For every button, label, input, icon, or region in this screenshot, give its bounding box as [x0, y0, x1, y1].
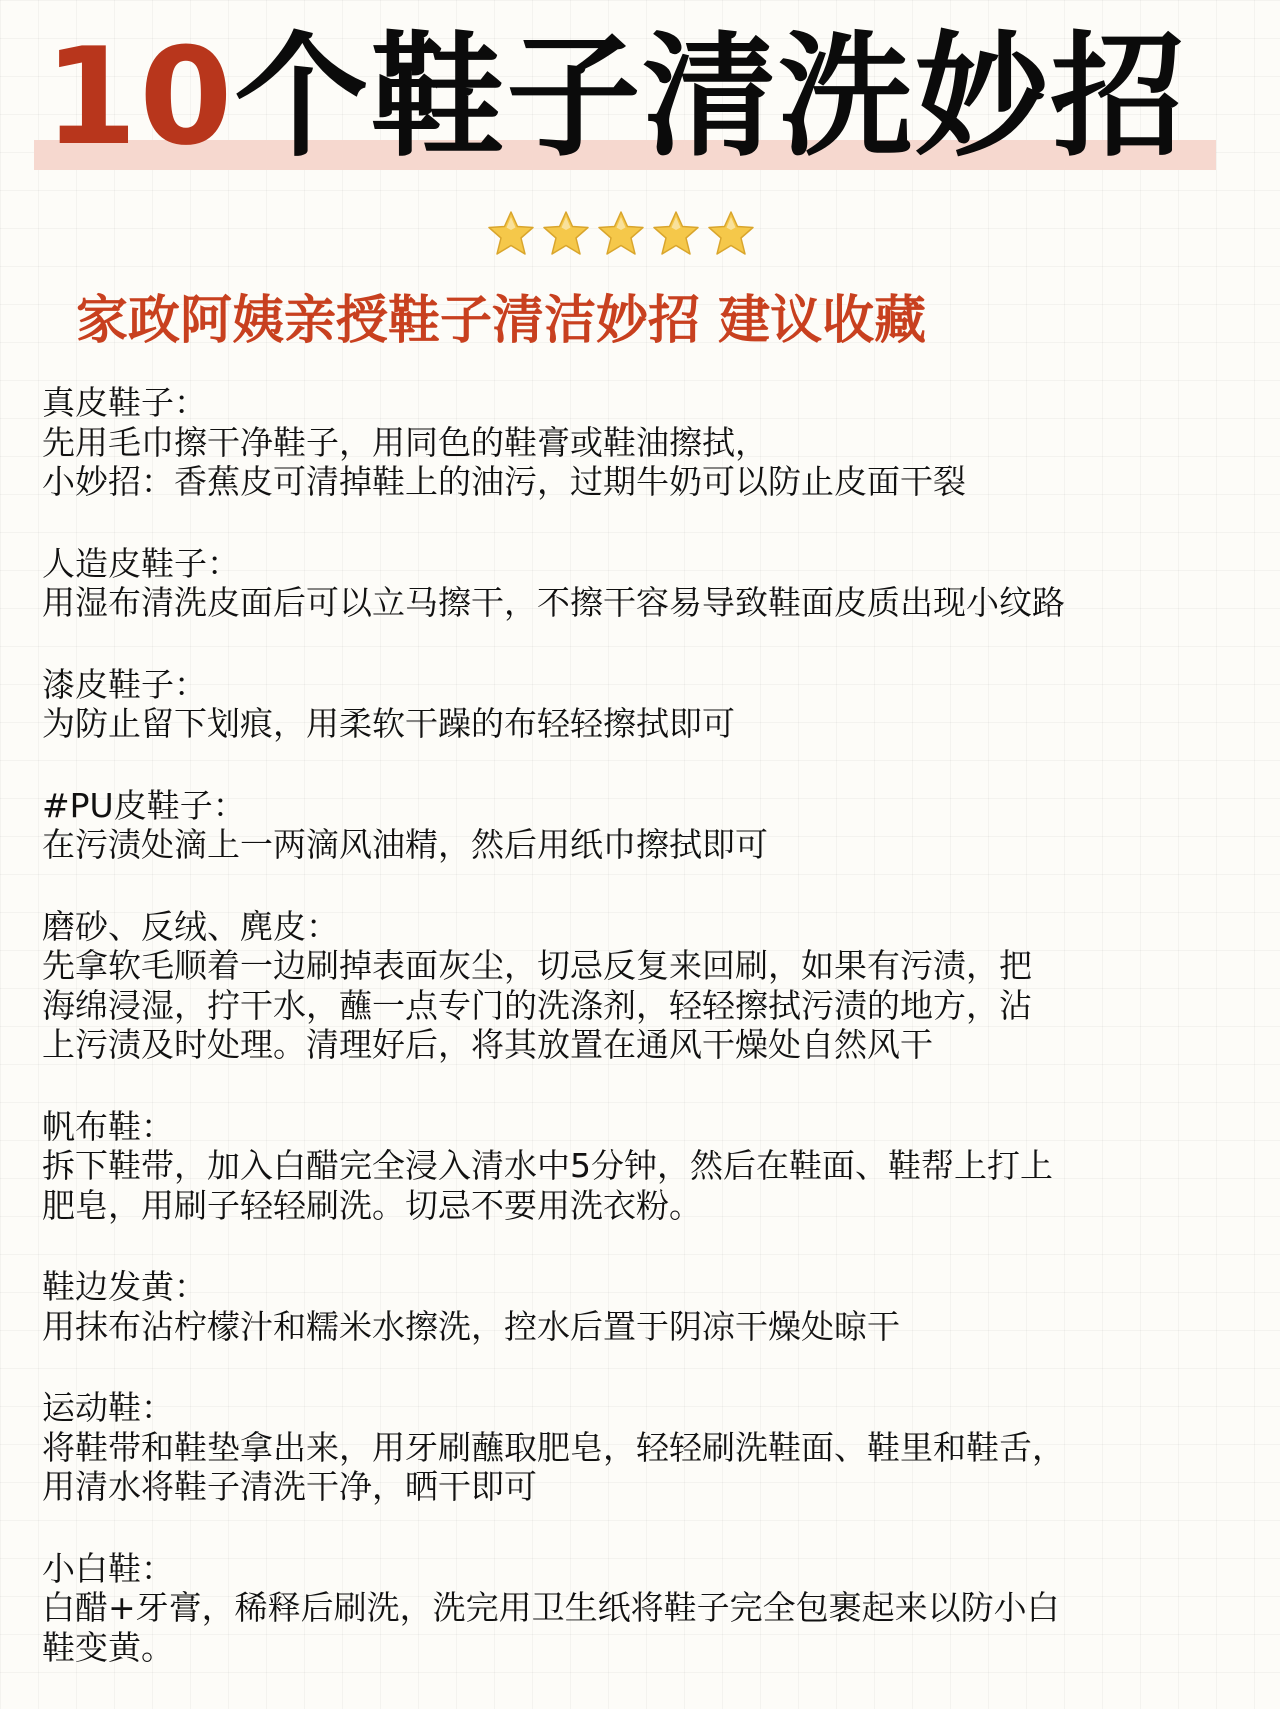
- section-text-line: 海绵浸湿，拧干水，蘸一点专门的洗涤剂，轻轻擦拭污渍的地方，沾: [42, 985, 1032, 1025]
- section-text-line: 白醋+牙膏，稀释后刷洗，洗完用卫生纸将鞋子完全包裹起来以防小白: [42, 1588, 1060, 1627]
- section-text-line: 上污渍及时处理。清理好后，将其放置在通风干燥处自然风干: [42, 1025, 933, 1064]
- star-icon: [596, 209, 646, 259]
- section-text-line: 拆下鞋带，加入白醋完全浸入清水中5分钟，然后在鞋面、鞋帮上打上: [42, 1146, 1053, 1185]
- section-text-line: 先拿软毛顺着一边刷掉表面灰尘，切忌反复来回刷，如果有污渍，把: [42, 946, 1032, 985]
- star-icon: [541, 209, 591, 259]
- section-title: 鞋边发黄：: [42, 1267, 207, 1306]
- tip-section: [42, 665, 1252, 744]
- section-title: 漆皮鞋子：: [42, 664, 207, 704]
- section-text-line: 用抹布沾柠檬汁和糯米水擦洗，控水后置于阴凉干燥处晾干: [42, 1306, 900, 1346]
- tip-section: [42, 1107, 1252, 1226]
- section-text-line: 将鞋带和鞋垫拿出来，用牙刷蘸取肥皂，轻轻刷洗鞋面、鞋里和鞋舌，: [42, 1427, 1065, 1467]
- tip-section: [42, 786, 1252, 865]
- subtitle: 家政阿姨亲授鞋子清洁妙招 建议收藏: [76, 291, 927, 351]
- tip-section: [42, 544, 1252, 623]
- section-text-line: 先用毛巾擦干净鞋子，用同色的鞋膏或鞋油擦拭，: [42, 422, 768, 462]
- section-text-line: 鞋变黄。: [42, 1627, 174, 1667]
- section-text-line: 用湿布清洗皮面后可以立马擦干，不擦干容易导致鞋面皮质出现小纹路: [42, 583, 1065, 622]
- star-rating: [486, 209, 766, 259]
- tip-section: [42, 907, 1252, 1065]
- section-title: 帆布鞋：: [42, 1106, 174, 1146]
- tip-section: [42, 383, 1252, 502]
- section-title: 真皮鞋子：: [42, 383, 207, 422]
- tips-content: [42, 383, 1252, 1709]
- page-title: [44, 19, 1187, 175]
- section-title: 人造皮鞋子：: [42, 543, 240, 583]
- section-text-line: 小妙招：香蕉皮可清掉鞋上的油污，过期牛奶可以防止皮面干裂: [42, 462, 966, 501]
- section-title: 磨砂、反绒、麂皮：: [42, 906, 339, 946]
- section-text-line: 为防止留下划痕，用柔软干躁的布轻轻擦拭即可: [42, 704, 735, 743]
- section-title: 小白鞋：: [42, 1548, 174, 1588]
- tip-section: [42, 1388, 1252, 1507]
- star-icon: [651, 209, 701, 259]
- star-icon: [486, 209, 536, 259]
- section-text-line: 在污渍处滴上一两滴风油精，然后用纸巾擦拭即可: [42, 825, 768, 864]
- title-text: 个鞋子清洗妙招: [234, 19, 1187, 175]
- tip-section: [42, 1549, 1252, 1668]
- section-text-line: 用清水将鞋子清洗干净，晒干即可: [42, 1467, 537, 1506]
- title-block: [30, 19, 1220, 182]
- section-title: #PU皮鞋子：: [42, 785, 246, 825]
- title-number: 10: [44, 19, 235, 175]
- tip-section: [42, 1267, 1252, 1346]
- star-icon: [706, 209, 756, 259]
- section-title: 运动鞋：: [42, 1388, 174, 1427]
- section-text-line: 肥皂，用刷子轻轻刷洗。切忌不要用洗衣粉。: [42, 1185, 702, 1225]
